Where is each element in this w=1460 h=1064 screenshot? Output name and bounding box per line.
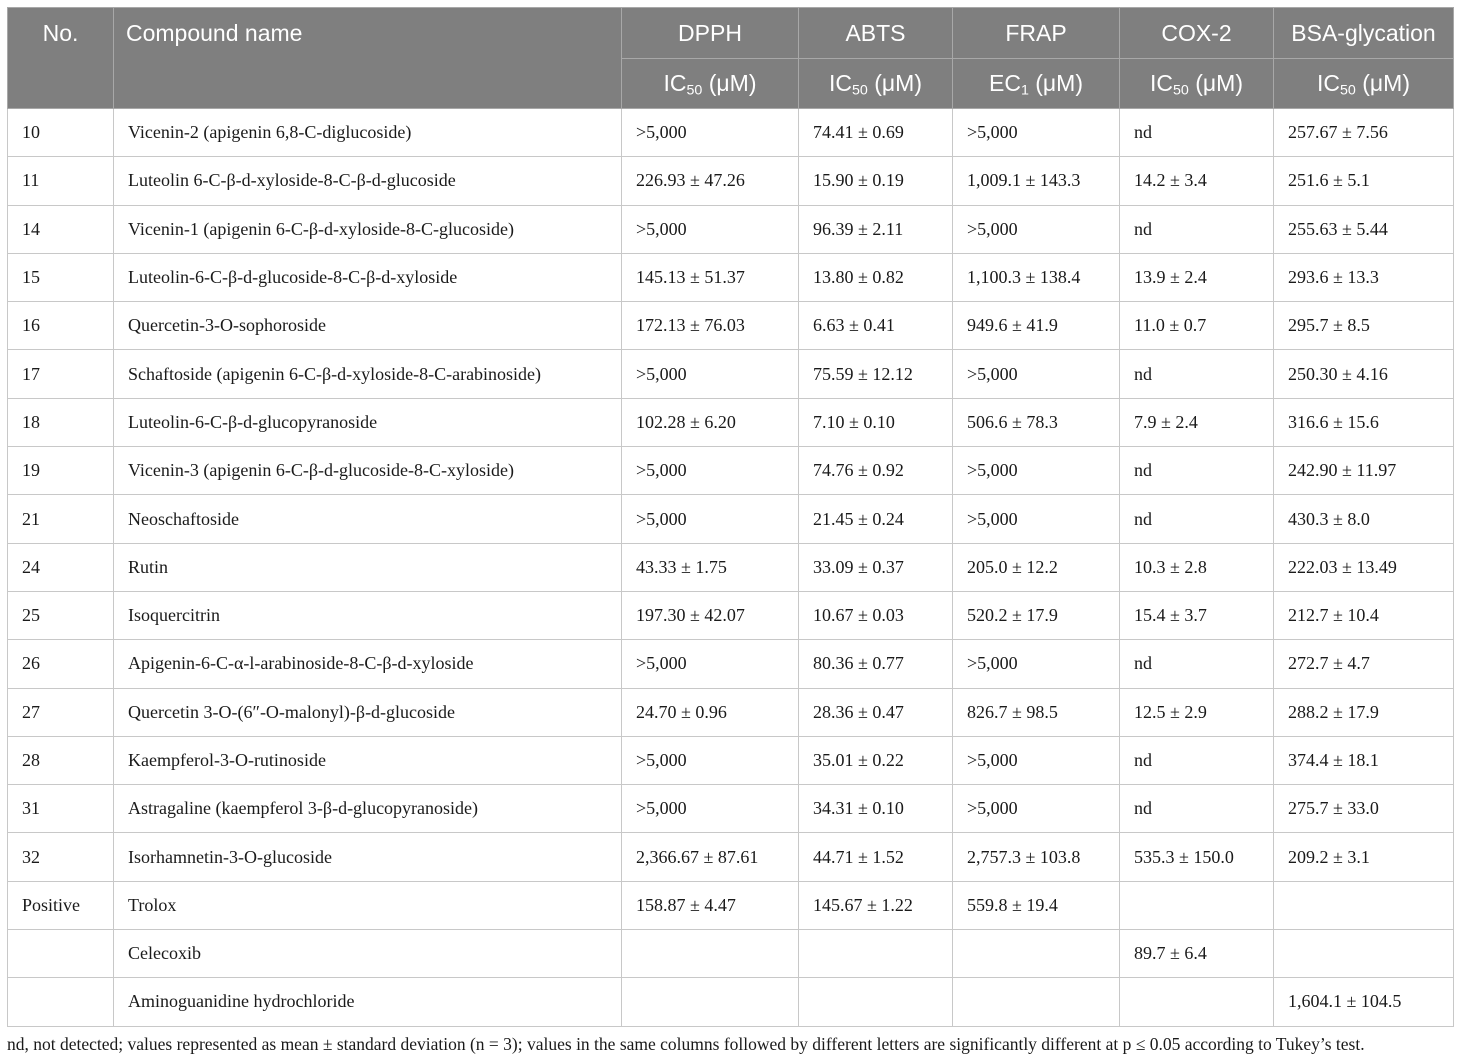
cell-cox2: 7.9 ± 2.4 (1120, 398, 1274, 446)
cell-abts: 35.01 ± 0.22 (799, 736, 953, 784)
cell-abts (799, 930, 953, 978)
unit-prefix: EC (988, 70, 1021, 96)
table-row (8, 881, 1454, 929)
cell-frap: >5,000 (953, 495, 1120, 543)
header-frap: FRAP (953, 8, 1120, 59)
cell-name: Isoquercitrin (114, 591, 622, 639)
cell-name: Vicenin-2 (apigenin 6,8-C-diglucoside) (114, 109, 622, 157)
cell-bsa: 1,604.1 ± 104.5 (1274, 978, 1454, 1026)
cell-frap: >5,000 (953, 640, 1120, 688)
cell-abts: 28.36 ± 0.47 (799, 688, 953, 736)
results-table-container (7, 7, 1453, 1027)
unit-dpph (622, 59, 799, 109)
cell-cox2: nd (1120, 109, 1274, 157)
cell-bsa: 272.7 ± 4.7 (1274, 640, 1454, 688)
cell-dpph (622, 978, 799, 1026)
table-row (8, 688, 1454, 736)
cell-bsa: 250.30 ± 4.16 (1274, 350, 1454, 398)
header-bsa-glycation: BSA-glycation (1274, 8, 1454, 59)
cell-no: 17 (8, 350, 114, 398)
cell-name: Luteolin-6-C-β-d-glucoside-8-C-β-d-xyloside (114, 253, 622, 301)
cell-no: 16 (8, 302, 114, 350)
cell-frap: 559.8 ± 19.4 (953, 881, 1120, 929)
cell-frap: >5,000 (953, 736, 1120, 784)
cell-abts: 7.10 ± 0.10 (799, 398, 953, 446)
table-row (8, 930, 1454, 978)
cell-no: 18 (8, 398, 114, 446)
cell-no: 11 (8, 157, 114, 205)
cell-frap: 506.6 ± 78.3 (953, 398, 1120, 446)
table-row (8, 785, 1454, 833)
cell-bsa: 293.6 ± 13.3 (1274, 253, 1454, 301)
cell-no: 14 (8, 205, 114, 253)
cell-frap: 1,009.1 ± 143.3 (953, 157, 1120, 205)
cell-dpph: >5,000 (622, 785, 799, 833)
unit-cox2 (1120, 59, 1274, 109)
cell-abts (799, 978, 953, 1026)
cell-abts: 13.80 ± 0.82 (799, 253, 953, 301)
cell-dpph (622, 930, 799, 978)
cell-abts: 145.67 ± 1.22 (799, 881, 953, 929)
cell-no (8, 930, 114, 978)
cell-bsa (1274, 930, 1454, 978)
unit-subscript: 50 (686, 82, 703, 99)
cell-no: 21 (8, 495, 114, 543)
cell-dpph: 24.70 ± 0.96 (622, 688, 799, 736)
table-row (8, 833, 1454, 881)
table-row (8, 640, 1454, 688)
cell-no: 19 (8, 447, 114, 495)
table-row (8, 157, 1454, 205)
cell-name: Astragaline (kaempferol 3-β-d-glucopyranoside) (114, 785, 622, 833)
cell-cox2: nd (1120, 447, 1274, 495)
cell-cox2: 12.5 ± 2.9 (1120, 688, 1274, 736)
cell-dpph: >5,000 (622, 350, 799, 398)
cell-dpph: 226.93 ± 47.26 (622, 157, 799, 205)
cell-abts: 80.36 ± 0.77 (799, 640, 953, 688)
unit-suffix: (μM) (867, 70, 922, 96)
cell-no: 15 (8, 253, 114, 301)
table-row (8, 205, 1454, 253)
cell-bsa: 257.67 ± 7.56 (1274, 109, 1454, 157)
unit-suffix: (μM) (702, 70, 757, 96)
unit-suffix: (μM) (1355, 70, 1410, 96)
cell-bsa: 209.2 ± 3.1 (1274, 833, 1454, 881)
cell-dpph: >5,000 (622, 736, 799, 784)
cell-frap: 1,100.3 ± 138.4 (953, 253, 1120, 301)
table-header (8, 8, 1454, 109)
cell-bsa: 212.7 ± 10.4 (1274, 591, 1454, 639)
table-row (8, 495, 1454, 543)
cell-cox2 (1120, 881, 1274, 929)
cell-frap: 2,757.3 ± 103.8 (953, 833, 1120, 881)
cell-bsa (1274, 881, 1454, 929)
unit-prefix: IC (1150, 70, 1173, 96)
cell-abts: 10.67 ± 0.03 (799, 591, 953, 639)
cell-name: Kaempferol-3-O-rutinoside (114, 736, 622, 784)
unit-subscript: 50 (1340, 82, 1356, 99)
cell-no: 24 (8, 543, 114, 591)
cell-no: 10 (8, 109, 114, 157)
cell-cox2: nd (1120, 640, 1274, 688)
table-row (8, 591, 1454, 639)
cell-cox2: nd (1120, 785, 1274, 833)
cell-dpph: >5,000 (622, 109, 799, 157)
table-row (8, 736, 1454, 784)
cell-cox2: 14.2 ± 3.4 (1120, 157, 1274, 205)
table-row (8, 543, 1454, 591)
unit-subscript: 50 (852, 82, 868, 99)
cell-no: 27 (8, 688, 114, 736)
cell-cox2: 11.0 ± 0.7 (1120, 302, 1274, 350)
cell-dpph: 145.13 ± 51.37 (622, 253, 799, 301)
cell-bsa: 374.4 ± 18.1 (1274, 736, 1454, 784)
cell-frap: 826.7 ± 98.5 (953, 688, 1120, 736)
cell-no (8, 978, 114, 1026)
cell-dpph: 102.28 ± 6.20 (622, 398, 799, 446)
unit-subscript: 50 (1173, 82, 1189, 99)
cell-cox2: 13.9 ± 2.4 (1120, 253, 1274, 301)
cell-bsa: 255.63 ± 5.44 (1274, 205, 1454, 253)
cell-cox2: nd (1120, 350, 1274, 398)
cell-dpph: >5,000 (622, 640, 799, 688)
cell-dpph: 43.33 ± 1.75 (622, 543, 799, 591)
cell-name: Apigenin-6-C-α-l-arabinoside-8-C-β-d-xyloside (114, 640, 622, 688)
cell-abts: 33.09 ± 0.37 (799, 543, 953, 591)
header-abts: ABTS (799, 8, 953, 59)
header-compound-name: Compound name (114, 8, 622, 109)
cell-no: 31 (8, 785, 114, 833)
cell-cox2: nd (1120, 495, 1274, 543)
unit-subscript: 1 (1020, 82, 1029, 99)
cell-no: 26 (8, 640, 114, 688)
table-footnote: nd, not detected; values represented as mean ± standard deviation (n = 3); values in the same columns followed by different letters are significantly different at p ≤ 0.05 according to Tukey’s test. (7, 1034, 1365, 1054)
cell-bsa: 430.3 ± 8.0 (1274, 495, 1454, 543)
cell-bsa: 316.6 ± 15.6 (1274, 398, 1454, 446)
table-row (8, 398, 1454, 446)
cell-dpph: 172.13 ± 76.03 (622, 302, 799, 350)
table-row (8, 109, 1454, 157)
cell-no: 25 (8, 591, 114, 639)
cell-no: 28 (8, 736, 114, 784)
cell-dpph: 158.87 ± 4.47 (622, 881, 799, 929)
table-body (8, 109, 1454, 1027)
cell-name: Luteolin 6-C-β-d-xyloside-8-C-β-d-glucoside (114, 157, 622, 205)
cell-abts: 15.90 ± 0.19 (799, 157, 953, 205)
unit-suffix: (μM) (1188, 70, 1243, 96)
cell-dpph: >5,000 (622, 495, 799, 543)
cell-dpph: 2,366.67 ± 87.61 (622, 833, 799, 881)
cell-frap: >5,000 (953, 205, 1120, 253)
cell-name: Quercetin-3-O-sophoroside (114, 302, 622, 350)
cell-frap: 949.6 ± 41.9 (953, 302, 1120, 350)
cell-bsa: 242.90 ± 11.97 (1274, 447, 1454, 495)
cell-name: Trolox (114, 881, 622, 929)
cell-name: Aminoguanidine hydrochloride (114, 978, 622, 1026)
cell-name: Quercetin 3-O-(6″-O-malonyl)-β-d-glucoside (114, 688, 622, 736)
cell-abts: 75.59 ± 12.12 (799, 350, 953, 398)
cell-cox2: 15.4 ± 3.7 (1120, 591, 1274, 639)
table-row (8, 253, 1454, 301)
cell-bsa: 288.2 ± 17.9 (1274, 688, 1454, 736)
header-row-assays (8, 8, 1454, 59)
cell-abts: 44.71 ± 1.52 (799, 833, 953, 881)
cell-name: Luteolin-6-C-β-d-glucopyranoside (114, 398, 622, 446)
cell-cox2 (1120, 978, 1274, 1026)
cell-cox2: 10.3 ± 2.8 (1120, 543, 1274, 591)
cell-name: Rutin (114, 543, 622, 591)
cell-cox2: 535.3 ± 150.0 (1120, 833, 1274, 881)
unit-prefix: IC (663, 70, 687, 96)
header-dpph: DPPH (622, 8, 799, 59)
cell-cox2: nd (1120, 205, 1274, 253)
cell-abts: 34.31 ± 0.10 (799, 785, 953, 833)
cell-cox2: nd (1120, 736, 1274, 784)
cell-name: Celecoxib (114, 930, 622, 978)
cell-frap: >5,000 (953, 109, 1120, 157)
cell-dpph: >5,000 (622, 447, 799, 495)
cell-frap: 520.2 ± 17.9 (953, 591, 1120, 639)
cell-frap (953, 978, 1120, 1026)
cell-abts: 74.76 ± 0.92 (799, 447, 953, 495)
cell-frap: >5,000 (953, 447, 1120, 495)
cell-dpph: 197.30 ± 42.07 (622, 591, 799, 639)
table-row (8, 978, 1454, 1026)
cell-frap (953, 930, 1120, 978)
cell-dpph: >5,000 (622, 205, 799, 253)
cell-name: Schaftoside (apigenin 6-C-β-d-xyloside-8-C-arabinoside) (114, 350, 622, 398)
cell-frap: >5,000 (953, 350, 1120, 398)
cell-abts: 74.41 ± 0.69 (799, 109, 953, 157)
unit-suffix: (μM) (1028, 70, 1083, 96)
cell-bsa: 251.6 ± 5.1 (1274, 157, 1454, 205)
cell-bsa: 275.7 ± 33.0 (1274, 785, 1454, 833)
unit-prefix: IC (829, 70, 852, 96)
cell-no: Positive (8, 881, 114, 929)
cell-cox2: 89.7 ± 6.4 (1120, 930, 1274, 978)
cell-bsa: 295.7 ± 8.5 (1274, 302, 1454, 350)
results-table (7, 7, 1454, 1027)
cell-abts: 21.45 ± 0.24 (799, 495, 953, 543)
cell-name: Vicenin-1 (apigenin 6-C-β-d-xyloside-8-C-glucoside) (114, 205, 622, 253)
cell-name: Neoschaftoside (114, 495, 622, 543)
unit-abts (799, 59, 953, 109)
cell-name: Isorhamnetin-3-O-glucoside (114, 833, 622, 881)
unit-frap (953, 59, 1120, 109)
cell-bsa: 222.03 ± 13.49 (1274, 543, 1454, 591)
cell-name: Vicenin-3 (apigenin 6-C-β-d-glucoside-8-C-xyloside) (114, 447, 622, 495)
cell-frap: 205.0 ± 12.2 (953, 543, 1120, 591)
cell-abts: 96.39 ± 2.11 (799, 205, 953, 253)
cell-no: 32 (8, 833, 114, 881)
cell-frap: >5,000 (953, 785, 1120, 833)
header-cox2: COX-2 (1120, 8, 1274, 59)
table-row (8, 447, 1454, 495)
table-row (8, 350, 1454, 398)
header-no: No. (8, 8, 114, 109)
unit-bsa-glycation (1274, 59, 1454, 109)
table-row (8, 302, 1454, 350)
unit-prefix: IC (1317, 70, 1340, 96)
cell-abts: 6.63 ± 0.41 (799, 302, 953, 350)
